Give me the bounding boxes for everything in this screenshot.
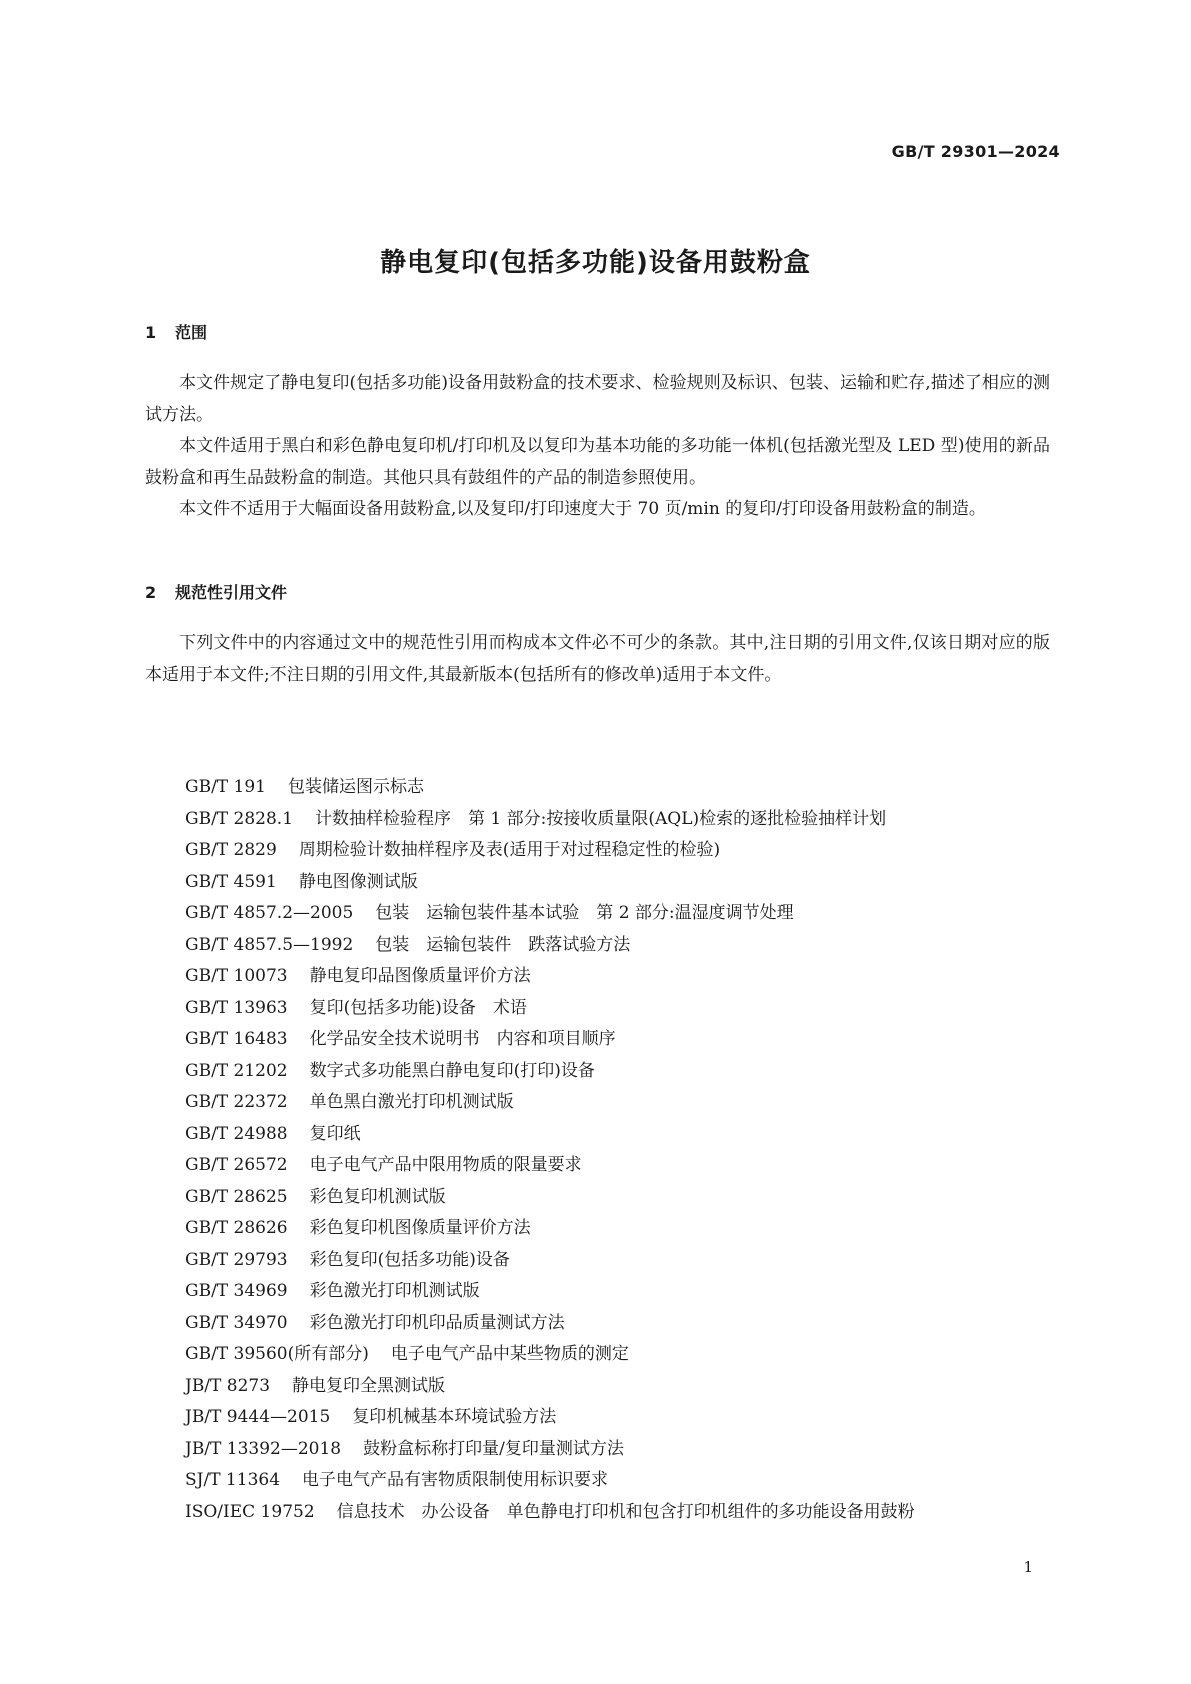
section-title: 规范性引用文件 (175, 583, 288, 602)
reference-item (185, 772, 1055, 804)
reference-code: JB/T 9444—2015 (185, 1407, 331, 1427)
reference-title: 彩色复印机图像质量评价方法 (309, 1218, 531, 1238)
reference-item (185, 804, 1055, 836)
reference-item (185, 1056, 1055, 1088)
reference-title: 包装 运输包装件基本试验 第 2 部分:温湿度调节处理 (375, 903, 794, 923)
reference-title: 静电图像测试版 (298, 871, 418, 892)
normative-references-list (185, 772, 1055, 1528)
reference-item (185, 1024, 1055, 1056)
scope-paragraph: 本文件不适用于大幅面设备用鼓粉盒,以及复印/打印速度大于 70 页/min 的复印/打印设备用鼓粉盒的制造。 (179, 499, 986, 519)
reference-title: 数字式多功能黑白静电复印(打印)设备 (309, 1060, 595, 1081)
references-intro-paragraph: 下列文件中的内容通过文中的规范性引用而构成本文件必不可少的条款。其中,注日期的引用文件,仅该日期对应的版本适用于本文件;不注日期的引用文件,其最新版本(包括所有的修改单)适用于本文件。 (145, 633, 1050, 685)
reference-item (185, 1434, 1055, 1466)
reference-item (185, 1402, 1055, 1434)
reference-item (185, 1497, 1055, 1529)
reference-title: 电子电气产品中限用物质的限量要求 (309, 1155, 582, 1175)
reference-item (185, 930, 1055, 962)
scope-paragraph: 本文件适用于黑白和彩色静电复印机/打印机及以复印为基本功能的多功能一体机(包括激光型及 LED 型)使用的新品鼓粉盒和再生品鼓粉盒的制造。其他只具有鼓组件的产品的制造参照使用。 (145, 436, 1050, 488)
reference-item (185, 1182, 1055, 1214)
reference-item (185, 1213, 1055, 1245)
section-title: 范围 (175, 323, 208, 342)
page-number: 1 (1023, 1558, 1033, 1576)
reference-title: 彩色复印(包括多功能)设备 (309, 1249, 510, 1270)
reference-code: JB/T 13392—2018 (185, 1438, 342, 1459)
reference-code: GB/T 29793 (185, 1249, 288, 1270)
reference-item (185, 835, 1055, 867)
reference-code: GB/T 4857.2—2005 (185, 903, 354, 923)
reference-title: 单色黑白激光打印机测试版 (309, 1092, 514, 1112)
reference-code: GB/T 2828.1 (185, 808, 294, 829)
reference-item (185, 993, 1055, 1025)
reference-item (185, 1371, 1055, 1403)
section-1-heading (145, 320, 207, 343)
reference-code: GB/T 34969 (185, 1281, 288, 1301)
reference-title: 彩色激光打印机印品质量测试方法 (309, 1312, 565, 1333)
reference-title: 鼓粉盒标称打印量/复印量测试方法 (363, 1438, 624, 1459)
reference-item (185, 1465, 1055, 1497)
reference-item (185, 1119, 1055, 1151)
reference-title: 电子电气产品中某些物质的测定 (390, 1344, 629, 1364)
reference-title: 静电复印全黑测试版 (292, 1375, 446, 1396)
reference-code: GB/T 4591 (185, 871, 277, 892)
reference-code: GB/T 4857.5—1992 (185, 934, 354, 955)
reference-title: 包装 运输包装件 跌落试验方法 (375, 934, 631, 955)
section-2-heading (145, 580, 287, 603)
reference-code: GB/T 191 (185, 777, 266, 797)
reference-item (185, 1276, 1055, 1308)
reference-item (185, 1087, 1055, 1119)
scope-paragraph: 本文件规定了静电复印(包括多功能)设备用鼓粉盒的技术要求、检验规则及标识、包装、运输和贮存,描述了相应的测试方法。 (145, 373, 1050, 425)
standard-code: GB/T 29301—2024 (891, 142, 1060, 161)
reference-item (185, 961, 1055, 993)
reference-code: GB/T 21202 (185, 1060, 288, 1081)
reference-code: GB/T 22372 (185, 1092, 288, 1112)
reference-title: 复印机械基本环境试验方法 (352, 1407, 557, 1427)
reference-title: 静电复印品图像质量评价方法 (309, 966, 531, 986)
reference-code: JB/T 8273 (185, 1375, 271, 1396)
reference-code: GB/T 24988 (185, 1123, 288, 1144)
reference-item (185, 1150, 1055, 1182)
reference-title: 复印(包括多功能)设备 术语 (309, 997, 527, 1018)
reference-code: GB/T 39560(所有部分) (185, 1344, 369, 1364)
reference-code: GB/T 28626 (185, 1218, 288, 1238)
reference-code: ISO/IEC 19752 (185, 1501, 315, 1522)
reference-code: GB/T 34970 (185, 1312, 288, 1333)
reference-code: GB/T 13963 (185, 997, 288, 1018)
reference-code: SJ/T 11364 (185, 1470, 281, 1490)
reference-item (185, 867, 1055, 899)
reference-item (185, 1308, 1055, 1340)
reference-title: 彩色激光打印机测试版 (309, 1281, 480, 1301)
reference-item (185, 1339, 1055, 1371)
reference-code: GB/T 2829 (185, 840, 277, 860)
reference-title: 复印纸 (309, 1123, 361, 1144)
reference-code: GB/T 10073 (185, 966, 288, 986)
section-number: 1 (145, 323, 157, 342)
reference-title: 包装储运图示标志 (288, 777, 424, 797)
reference-title: 化学品安全技术说明书 内容和项目顺序 (309, 1029, 616, 1049)
reference-title: 电子电气产品有害物质限制使用标识要求 (302, 1470, 609, 1490)
reference-code: GB/T 26572 (185, 1155, 288, 1175)
reference-title: 彩色复印机测试版 (309, 1186, 446, 1207)
reference-item (185, 1245, 1055, 1277)
reference-item (185, 898, 1055, 930)
document-title: 静电复印(包括多功能)设备用鼓粉盒 (380, 248, 811, 278)
reference-title: 计数抽样检验程序 第 1 部分:按接收质量限(AQL)检索的逐批检验抽样计划 (315, 808, 887, 829)
reference-code: GB/T 28625 (185, 1186, 288, 1207)
reference-title: 周期检验计数抽样程序及表(适用于对过程稳定性的检验) (298, 840, 721, 860)
reference-code: GB/T 16483 (185, 1029, 288, 1049)
section-number: 2 (145, 583, 157, 602)
reference-title: 信息技术 办公设备 单色静电打印机和包含打印机组件的多功能设备用鼓粉 (336, 1501, 915, 1522)
